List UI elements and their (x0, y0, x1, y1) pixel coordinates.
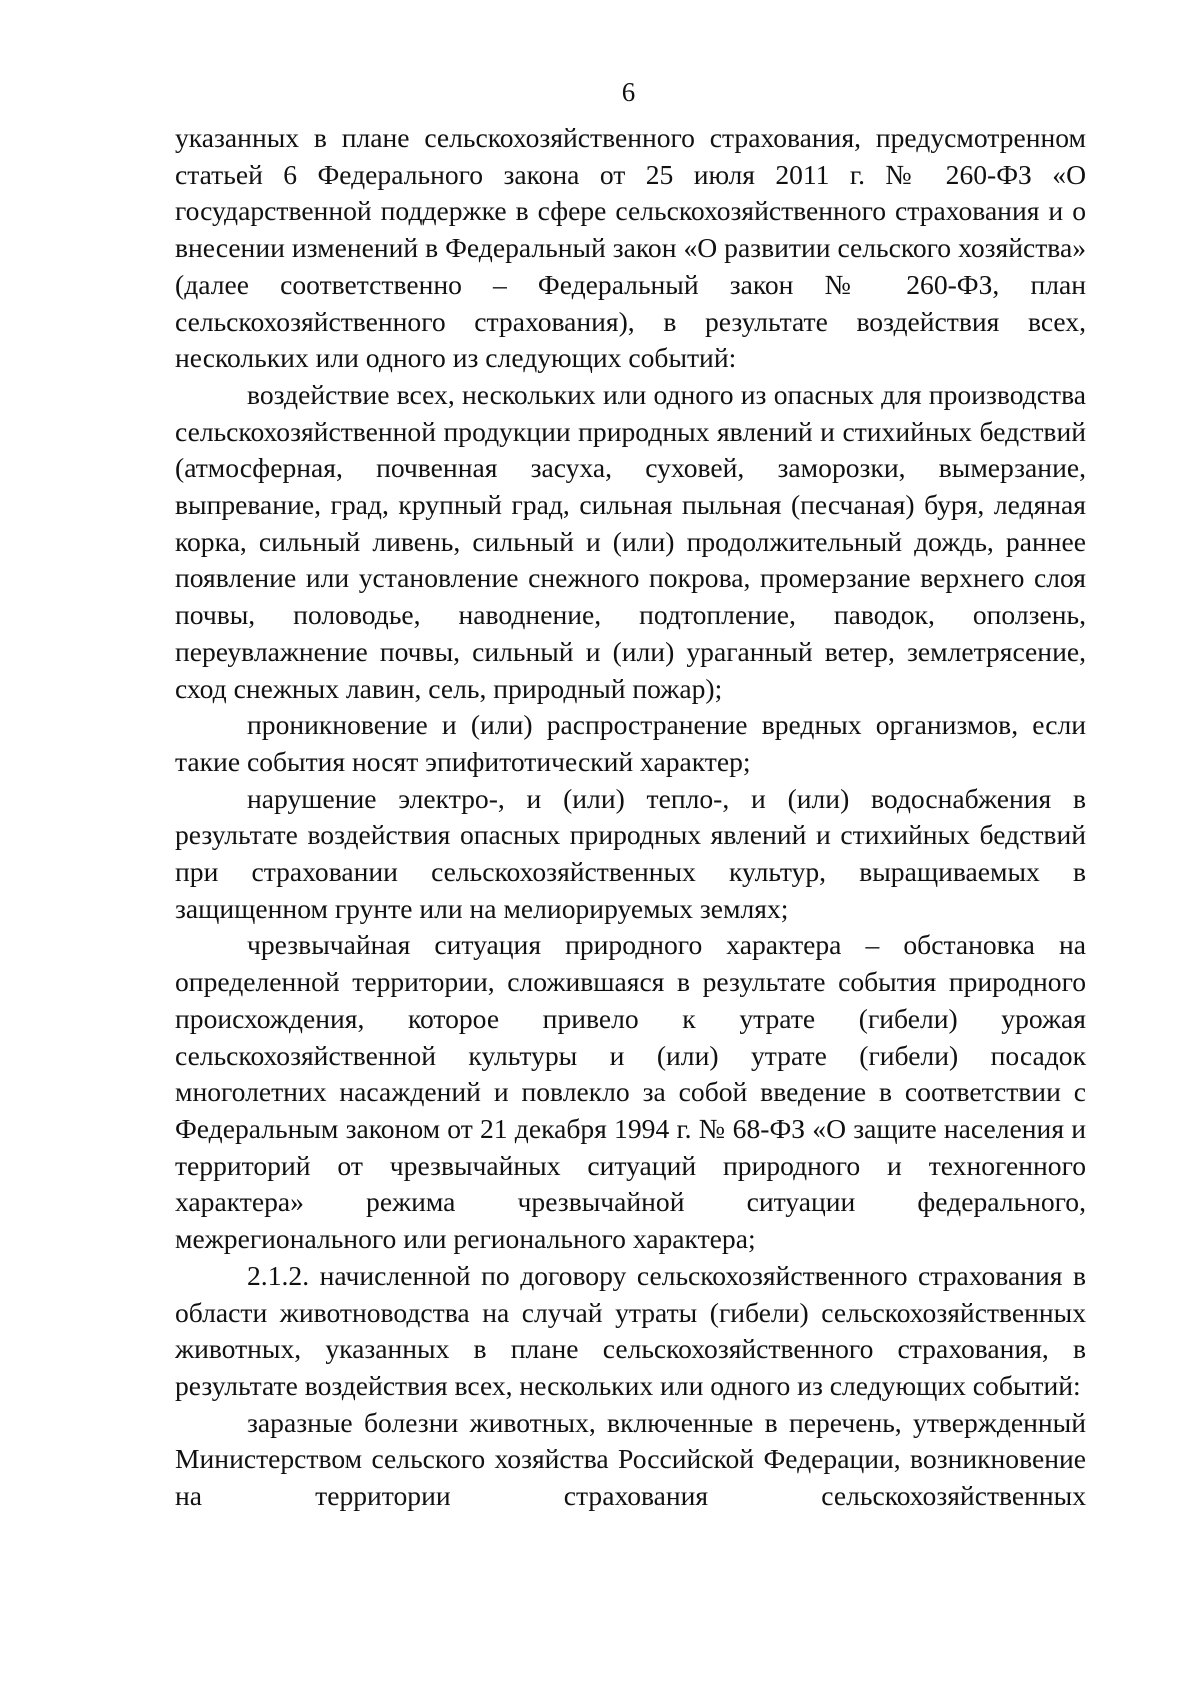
paragraph-animal-diseases: заразные болезни животных, включенные в перечень, утвержденный Министерством сельского хозяйства Российской Федерации, возникновение на территории страхования сельскохозяйственных (175, 1406, 1086, 1512)
paragraph-harmful-organisms: проникновение и (или) распространение вредных организмов, если такие события носят эпифитотический характер; (175, 709, 1086, 777)
page-number: 6 (621, 77, 636, 107)
paragraph-natural-hazards: воздействие всех, нескольких или одного из опасных для производства сельскохозяйственной продукции природных явлений и стихийных бедствий (атмосферная, почвенная засуха, суховей, заморозки, вымерзание, выпревание, град, крупный град, сильная пыльная (песчаная) буря, ледяная корка, сильный ливень, сильный и (или) продолжительный дождь, раннее появление или установление снежного покрова, промерзание верхнего слоя почвы, половодье, наводнение, подтопление, паводок, оползень, переувлажнение почвы, сильный и (или) ураганный ветер, землетрясение, сход снежных лавин, сель, природный пожар); (175, 378, 1086, 704)
paragraph-emergency-situation: чрезвычайная ситуация природного характера – обстановка на определенной территории, сложившаяся в результате события природного происхождения, которое привело к утрате (гибели) урожая сельскохозяйственной культуры и (или) утрате (гибели) посадок многолетних насаждений и повлекло за собой введение в соответствии с Федеральным законом от 21 декабря 1994 г. № 68-ФЗ «О защите населения и территорий от чрезвычайных ситуаций природного и техногенного характера» режима чрезвычайной ситуации федерального, межрегионального или регионального характера; (175, 929, 1086, 1255)
paragraph-continuation: указанных в плане сельскохозяйственного страхования, предусмотренном статьей 6 Федерального закона от 25 июля 2011 г. № 260-ФЗ «О государственной поддержке в сфере сельскохозяйственного страхования и о внесении изменений в Федеральный закон «О развитии сельского хозяйства» (далее соответственно – Федеральный закон № 260-ФЗ, план сельскохозяйственного страхования), в результате воздействия всех, нескольких или одного из следующих событий: (175, 122, 1086, 374)
paragraph-utility-disruption: нарушение электро-, и (или) тепло-, и (или) водоснабжения в результате воздействия опасных природных явлений и стихийных бедствий при страховании сельскохозяйственных культур, выращиваемых в защищенном грунте или на мелиорируемых землях; (175, 782, 1086, 924)
document-body (175, 120, 1086, 1515)
paragraph-clause-2-1-2: 2.1.2. начисленной по договору сельскохозяйственного страхования в области животноводства на случай утраты (гибели) сельскохозяйственных животных, указанных в плане сельскохозяйственного страхования, в результате воздействия всех, нескольких или одного из следующих событий: (175, 1259, 1086, 1401)
